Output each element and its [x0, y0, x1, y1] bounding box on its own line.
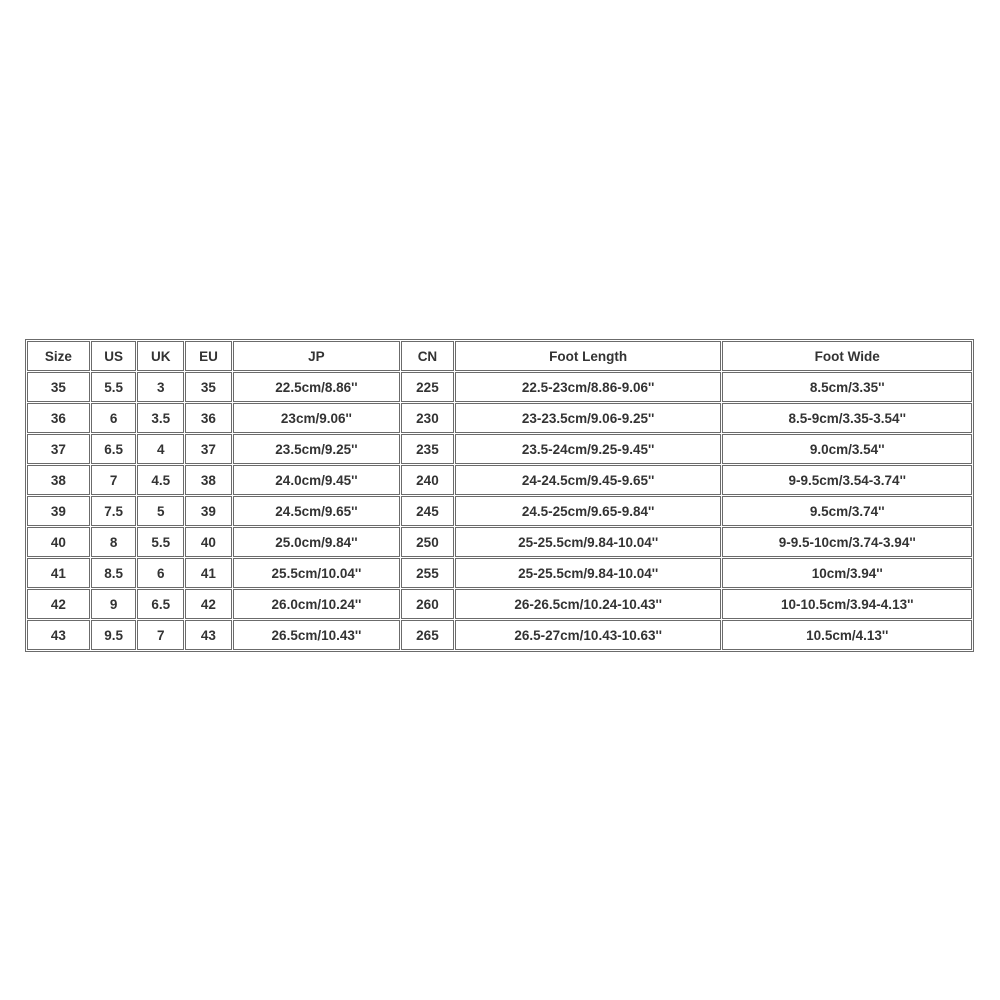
cell-uk: 5.5: [137, 527, 184, 557]
cell-eu: 37: [185, 434, 232, 464]
cell-foot-wide: 9.5cm/3.74'': [722, 496, 972, 526]
cell-cn: 230: [401, 403, 454, 433]
header-size: Size: [27, 341, 90, 371]
cell-cn: 225: [401, 372, 454, 402]
cell-size: 43: [27, 620, 90, 650]
cell-cn: 240: [401, 465, 454, 495]
cell-jp: 25.5cm/10.04'': [233, 558, 400, 588]
cell-us: 5.5: [91, 372, 137, 402]
cell-foot-length: 26.5-27cm/10.43-10.63'': [455, 620, 722, 650]
cell-jp: 23cm/9.06'': [233, 403, 400, 433]
cell-cn: 235: [401, 434, 454, 464]
cell-uk: 4: [137, 434, 184, 464]
cell-eu: 39: [185, 496, 232, 526]
cell-foot-wide: 10cm/3.94'': [722, 558, 972, 588]
cell-uk: 5: [137, 496, 184, 526]
cell-size: 39: [27, 496, 90, 526]
cell-cn: 255: [401, 558, 454, 588]
cell-foot-wide: 8.5-9cm/3.35-3.54'': [722, 403, 972, 433]
cell-eu: 43: [185, 620, 232, 650]
cell-foot-length: 24.5-25cm/9.65-9.84'': [455, 496, 722, 526]
cell-jp: 25.0cm/9.84'': [233, 527, 400, 557]
cell-foot-wide: 9-9.5cm/3.54-3.74'': [722, 465, 972, 495]
header-eu: EU: [185, 341, 232, 371]
size-chart: [25, 339, 974, 652]
table-row: [27, 434, 972, 464]
cell-size: 36: [27, 403, 90, 433]
cell-jp: 24.5cm/9.65'': [233, 496, 400, 526]
cell-uk: 4.5: [137, 465, 184, 495]
cell-jp: 24.0cm/9.45'': [233, 465, 400, 495]
cell-cn: 260: [401, 589, 454, 619]
cell-foot-length: 23-23.5cm/9.06-9.25'': [455, 403, 722, 433]
cell-us: 9: [91, 589, 137, 619]
cell-foot-length: 25-25.5cm/9.84-10.04'': [455, 527, 722, 557]
header-uk: UK: [137, 341, 184, 371]
header-cn: CN: [401, 341, 454, 371]
table-row: [27, 589, 972, 619]
cell-eu: 38: [185, 465, 232, 495]
cell-cn: 265: [401, 620, 454, 650]
cell-us: 6: [91, 403, 137, 433]
cell-jp: 26.0cm/10.24'': [233, 589, 400, 619]
cell-foot-wide: 10.5cm/4.13'': [722, 620, 972, 650]
cell-uk: 6.5: [137, 589, 184, 619]
header-foot-wide: Foot Wide: [722, 341, 972, 371]
cell-foot-length: 23.5-24cm/9.25-9.45'': [455, 434, 722, 464]
cell-eu: 40: [185, 527, 232, 557]
cell-eu: 41: [185, 558, 232, 588]
header-foot-length: Foot Length: [455, 341, 722, 371]
cell-size: 40: [27, 527, 90, 557]
table-header-row: [27, 341, 972, 371]
cell-eu: 42: [185, 589, 232, 619]
cell-jp: 23.5cm/9.25'': [233, 434, 400, 464]
cell-cn: 250: [401, 527, 454, 557]
cell-foot-length: 24-24.5cm/9.45-9.65'': [455, 465, 722, 495]
cell-cn: 245: [401, 496, 454, 526]
cell-foot-wide: 8.5cm/3.35'': [722, 372, 972, 402]
cell-us: 8: [91, 527, 137, 557]
cell-size: 38: [27, 465, 90, 495]
cell-size: 42: [27, 589, 90, 619]
size-table: [25, 339, 974, 652]
cell-uk: 3: [137, 372, 184, 402]
table-row: [27, 403, 972, 433]
cell-us: 6.5: [91, 434, 137, 464]
table-row: [27, 558, 972, 588]
header-jp: JP: [233, 341, 400, 371]
table-row: [27, 372, 972, 402]
header-us: US: [91, 341, 137, 371]
cell-uk: 7: [137, 620, 184, 650]
cell-size: 41: [27, 558, 90, 588]
cell-foot-wide: 9-9.5-10cm/3.74-3.94'': [722, 527, 972, 557]
cell-jp: 22.5cm/8.86'': [233, 372, 400, 402]
table-row: [27, 496, 972, 526]
table-row: [27, 620, 972, 650]
table-row: [27, 465, 972, 495]
cell-uk: 6: [137, 558, 184, 588]
cell-eu: 35: [185, 372, 232, 402]
table-row: [27, 527, 972, 557]
cell-us: 8.5: [91, 558, 137, 588]
cell-foot-length: 22.5-23cm/8.86-9.06'': [455, 372, 722, 402]
cell-foot-wide: 9.0cm/3.54'': [722, 434, 972, 464]
cell-uk: 3.5: [137, 403, 184, 433]
cell-us: 7.5: [91, 496, 137, 526]
cell-size: 37: [27, 434, 90, 464]
cell-us: 9.5: [91, 620, 137, 650]
cell-size: 35: [27, 372, 90, 402]
cell-jp: 26.5cm/10.43'': [233, 620, 400, 650]
cell-us: 7: [91, 465, 137, 495]
cell-foot-length: 25-25.5cm/9.84-10.04'': [455, 558, 722, 588]
cell-foot-wide: 10-10.5cm/3.94-4.13'': [722, 589, 972, 619]
cell-eu: 36: [185, 403, 232, 433]
cell-foot-length: 26-26.5cm/10.24-10.43'': [455, 589, 722, 619]
